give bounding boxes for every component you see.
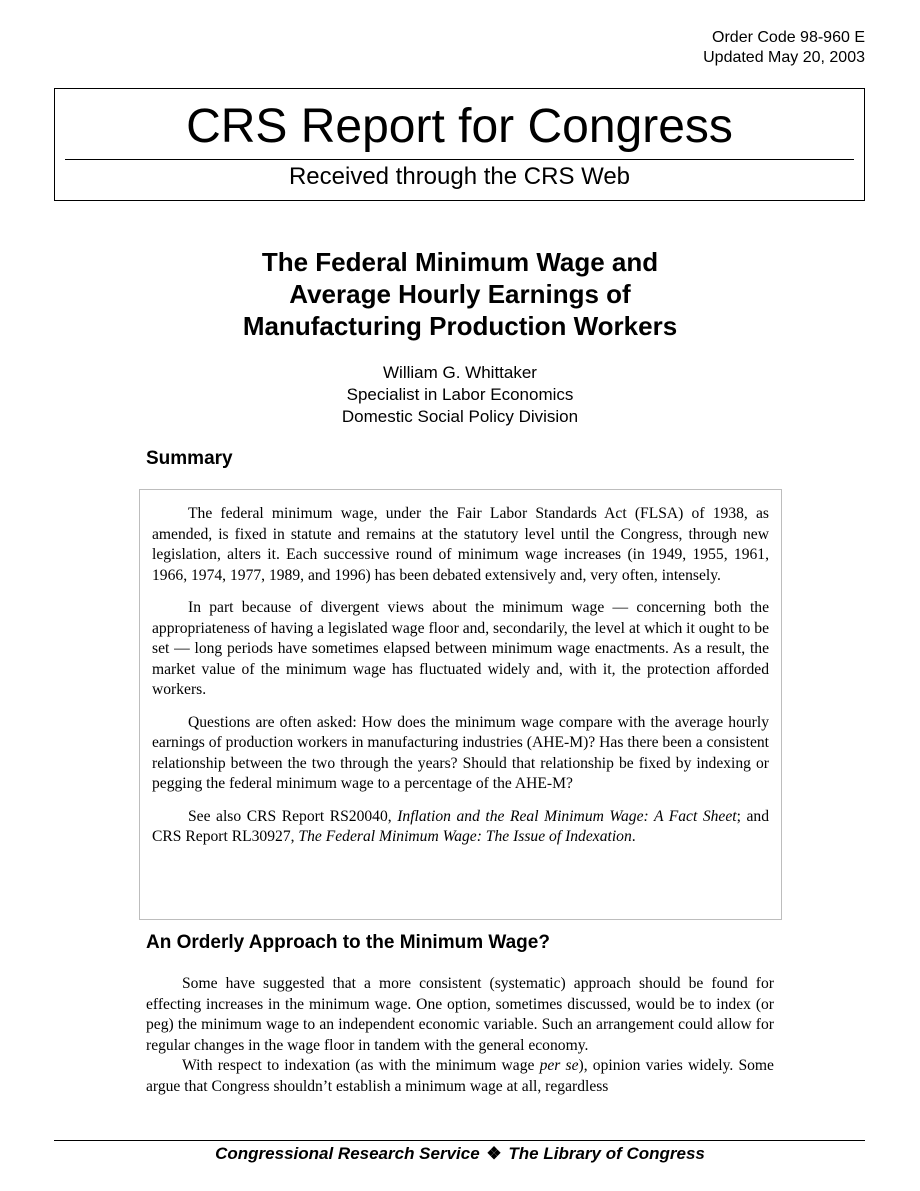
summary-paragraph-3: Questions are often asked: How does the minimum wage compare with the average hourly earnings of production workers in manufacturing industries (AHE-M)? Has there been a consistent relationship between the two through the years? Should that relationship be fixed by indexing or pegging the federal minimum wage to a percentage of the AHE-M? [152, 713, 769, 792]
banner-title: CRS Report for Congress [186, 100, 733, 153]
order-code: Order Code 98-960 E [712, 29, 865, 46]
summary-paragraph-2: In part because of divergent views about the minimum wage — concerning both the appropriateness of having a legislated wage floor and, secondarily, the level at which it ought to be set — long periods have sometimes elapsed between minimum wage enactments. As a result, the market value of the minimum wage has fluctuated widely and, with it, the protection afforded workers. [152, 599, 769, 698]
section-body [146, 974, 774, 1116]
author-name: William G. Whittaker [383, 363, 537, 382]
updated-date: Updated May 20, 2003 [703, 49, 865, 66]
paragraph-text: With respect to indexation (as with the minimum wage [182, 1057, 540, 1074]
author-block [0, 362, 920, 428]
crs-banner [54, 88, 865, 201]
footer-divider [54, 1140, 865, 1141]
footer-loc: The Library of Congress [508, 1144, 705, 1163]
section-heading: An Orderly Approach to the Minimum Wage? [146, 932, 550, 953]
emphasis-text: per se [539, 1057, 579, 1074]
footer [0, 1143, 920, 1165]
report-title-citation: The Federal Minimum Wage: The Issue of Indexation [298, 828, 632, 845]
author-division: Domestic Social Policy Division [341, 407, 579, 426]
banner-divider [65, 159, 854, 160]
report-title-line: The Federal Minimum Wage and [261, 247, 659, 277]
summary-paragraph-1: The federal minimum wage, under the Fair Labor Standards Act (FLSA) of 1938, as amended, is fixed in statute and remains at the statutory level until the Congress, through new legislation, alters it. Each successive round of minimum wage increases (in 1949, 1955, 1961, 1966, 1974, 1977, 1989, and 1996) has been debated extensively and, very often, intensely. [152, 505, 769, 584]
summary-heading: Summary [146, 448, 233, 469]
report-title-line: Manufacturing Production Workers [242, 311, 678, 341]
section-paragraph-1: Some have suggested that a more consistent (systematic) approach should be found for effecting increases in the minimum wage. One option, sometimes discussed, would be to index (or peg) the minimum wage to an independent economic variable. Such an arrangement could allow for regular changes in the wage floor in tandem with the general economy. [146, 975, 774, 1054]
author-position: Specialist in Labor Economics [346, 385, 574, 404]
see-also-text: ; and CRS Report RL30927, [152, 807, 770, 845]
footer-separator-icon: ❖ [486, 1144, 502, 1163]
report-title-citation: Inflation and the Real Minimum Wage: A Fact Sheet [397, 807, 737, 825]
report-title-line: Average Hourly Earnings of [289, 279, 631, 309]
order-code-block [703, 28, 865, 68]
report-title [0, 246, 920, 342]
section-paragraph-2 [146, 1056, 774, 1097]
summary-paragraph-4 [152, 807, 769, 848]
paragraph-text: ), opinion varies widely. Some argue that Congress shouldn’t establish a minimum wage at all, regardless [146, 1057, 774, 1095]
banner-subtitle: Received through the CRS Web [288, 163, 631, 190]
footer-crs: Congressional Research Service [215, 1144, 480, 1163]
summary-box [139, 489, 782, 920]
see-also-text: See also CRS Report RS20040, [188, 807, 398, 825]
see-also-text: . [631, 828, 636, 845]
